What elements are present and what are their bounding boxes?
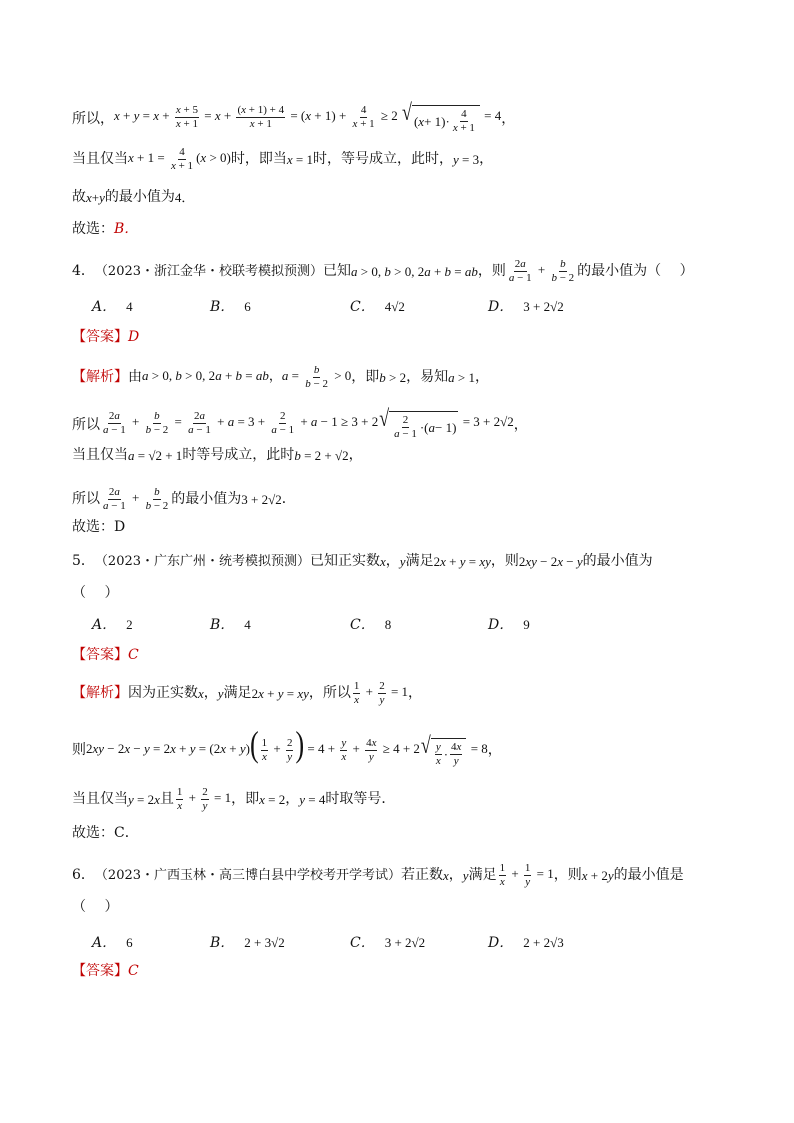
q4-option-a[interactable]: A． 4 (92, 299, 133, 315)
q6-option-a[interactable]: A． 6 (92, 935, 133, 951)
question-4-stem: 4． （2023・浙江金华・校联考模拟预测） 已知 a > 0, b > 0, 2a + b = ab ，则 $\frac{2a}{a - 1}$ + $\frac{b}{b - 2}$ 的最小值为（ ） (72, 258, 694, 284)
q5-option-a[interactable]: A． 2 (92, 617, 133, 633)
math-expression: x + y = x + $\frac{x + 5}{x + 1}$ = x + $\frac{(x + 1) + 4}{x + 1}$ = (x + 1) + $\frac{4}{x + 1}$ ≥ 2 √ ( x + 1)· $\frac{4}{x + 1}$ = 4 (114, 99, 502, 134)
q4-option-c[interactable]: C． 4√2 (350, 299, 405, 315)
q6-answer: 【答案】 C (72, 963, 139, 979)
q5-option-b[interactable]: B． 4 (210, 617, 251, 633)
q6-paren: （ ） (72, 899, 119, 915)
q4-option-d[interactable]: D． 3 + 2√2 (488, 299, 564, 315)
choice-line: 故选： B． (72, 221, 139, 237)
q4-analysis-3: 当且仅当 a = √2 + 1 时等号成立，此时 b = 2 + √2 ， (72, 447, 363, 463)
question-6-stem: 6． （2023・广西玉林・高三博白县中学校考开学考试） 若正数 x ， y 满足 $\frac{1}{x}$ + $\frac{1}{y}$ = 1 ，则 x + 2y 的最小值是 (72, 862, 684, 888)
q5-analysis-2: 则 2xy − 2x − y = 2x + y = (2x + y)( $\frac{1}{x}$ + $\frac{2}{y}$ ) = 4 + $\frac{y}{x}$ + $\frac{4x}{y}$ ≥ 4 + 2 √ $\frac{y}{x}$ · $\frac{4x}{y}$ = 8 ， (72, 724, 502, 767)
q5-choice: 故选：C． (72, 825, 139, 841)
q5-answer: 【答案】 C (72, 647, 139, 663)
q5-option-d[interactable]: D． 9 (488, 617, 530, 633)
q5-analysis-1: 【解析】 因为正实数 x ， y 满足 2x + y = xy ，所以 $\frac{1}{x}$ + $\frac{2}{y}$ = 1 ， (72, 680, 423, 706)
q6-option-d[interactable]: D． 2 + 2√3 (488, 935, 564, 951)
q5-analysis-3: 当且仅当 y = 2x 且 $\frac{1}{x}$ + $\frac{2}{y}$ = 1 ，即 x = 2 ， y = 4 时取等号． (72, 786, 396, 812)
q6-option-c[interactable]: C． 3 + 2√2 (350, 935, 426, 951)
question-5-stem: 5． （2023・广东广州・统考模拟预测） 已知正实数 x ， y 满足 2x + y = xy ，则 2xy − 2x − y 的最小值为 (72, 553, 653, 569)
q4-option-b[interactable]: B． 6 (210, 299, 251, 315)
q5-paren: （ ） (72, 585, 119, 601)
solution-line-3: 故 x+y 的最小值为 4． (72, 189, 195, 205)
solution-line-1: 所以， x + y = x + $\frac{x + 5}{x + 1}$ = x + $\frac{(x + 1) + 4}{x + 1}$ = (x + 1) + $\frac{4}{x + 1}$ ≥ 2 √ ( x + 1)· $\frac{4}{x + 1}$ = 4 ， (72, 99, 516, 134)
solution-line-2: 当且仅当 x + 1 = $\frac{4}{x + 1}$ (x > 0) 时，即当 x = 1 时，等号成立，此时， y = 3 ， (72, 146, 494, 172)
q4-analysis-4: 所以 $\frac{2a}{a - 1}$ + $\frac{b}{b - 2}$ 的最小值为 3 + 2√2 ． (72, 486, 296, 512)
q6-option-b[interactable]: B． 2 + 3√2 (210, 935, 285, 951)
q4-analysis-1: 【解析】 由 a > 0, b > 0, 2a + b = ab，a = $\frac{b}{b - 2}$ > 0 ，即 b > 2 ，易知 a > 1 ， (72, 364, 489, 390)
q4-answer: 【答案】 D (72, 329, 140, 345)
q4-analysis-2: 所以 $\frac{2a}{a - 1}$ + $\frac{b}{b - 2}$ = $\frac{2a}{a - 1}$ + a = 3 + $\frac{2}{a - 1}$ + a − 1 ≥ 3 + 2 √ $\frac{2}{a - 1}$ ·( a − 1) = 3 + 2√2 ， (72, 405, 528, 440)
q5-option-c[interactable]: C． 8 (350, 617, 392, 633)
q4-choice: 故选：D (72, 519, 126, 535)
